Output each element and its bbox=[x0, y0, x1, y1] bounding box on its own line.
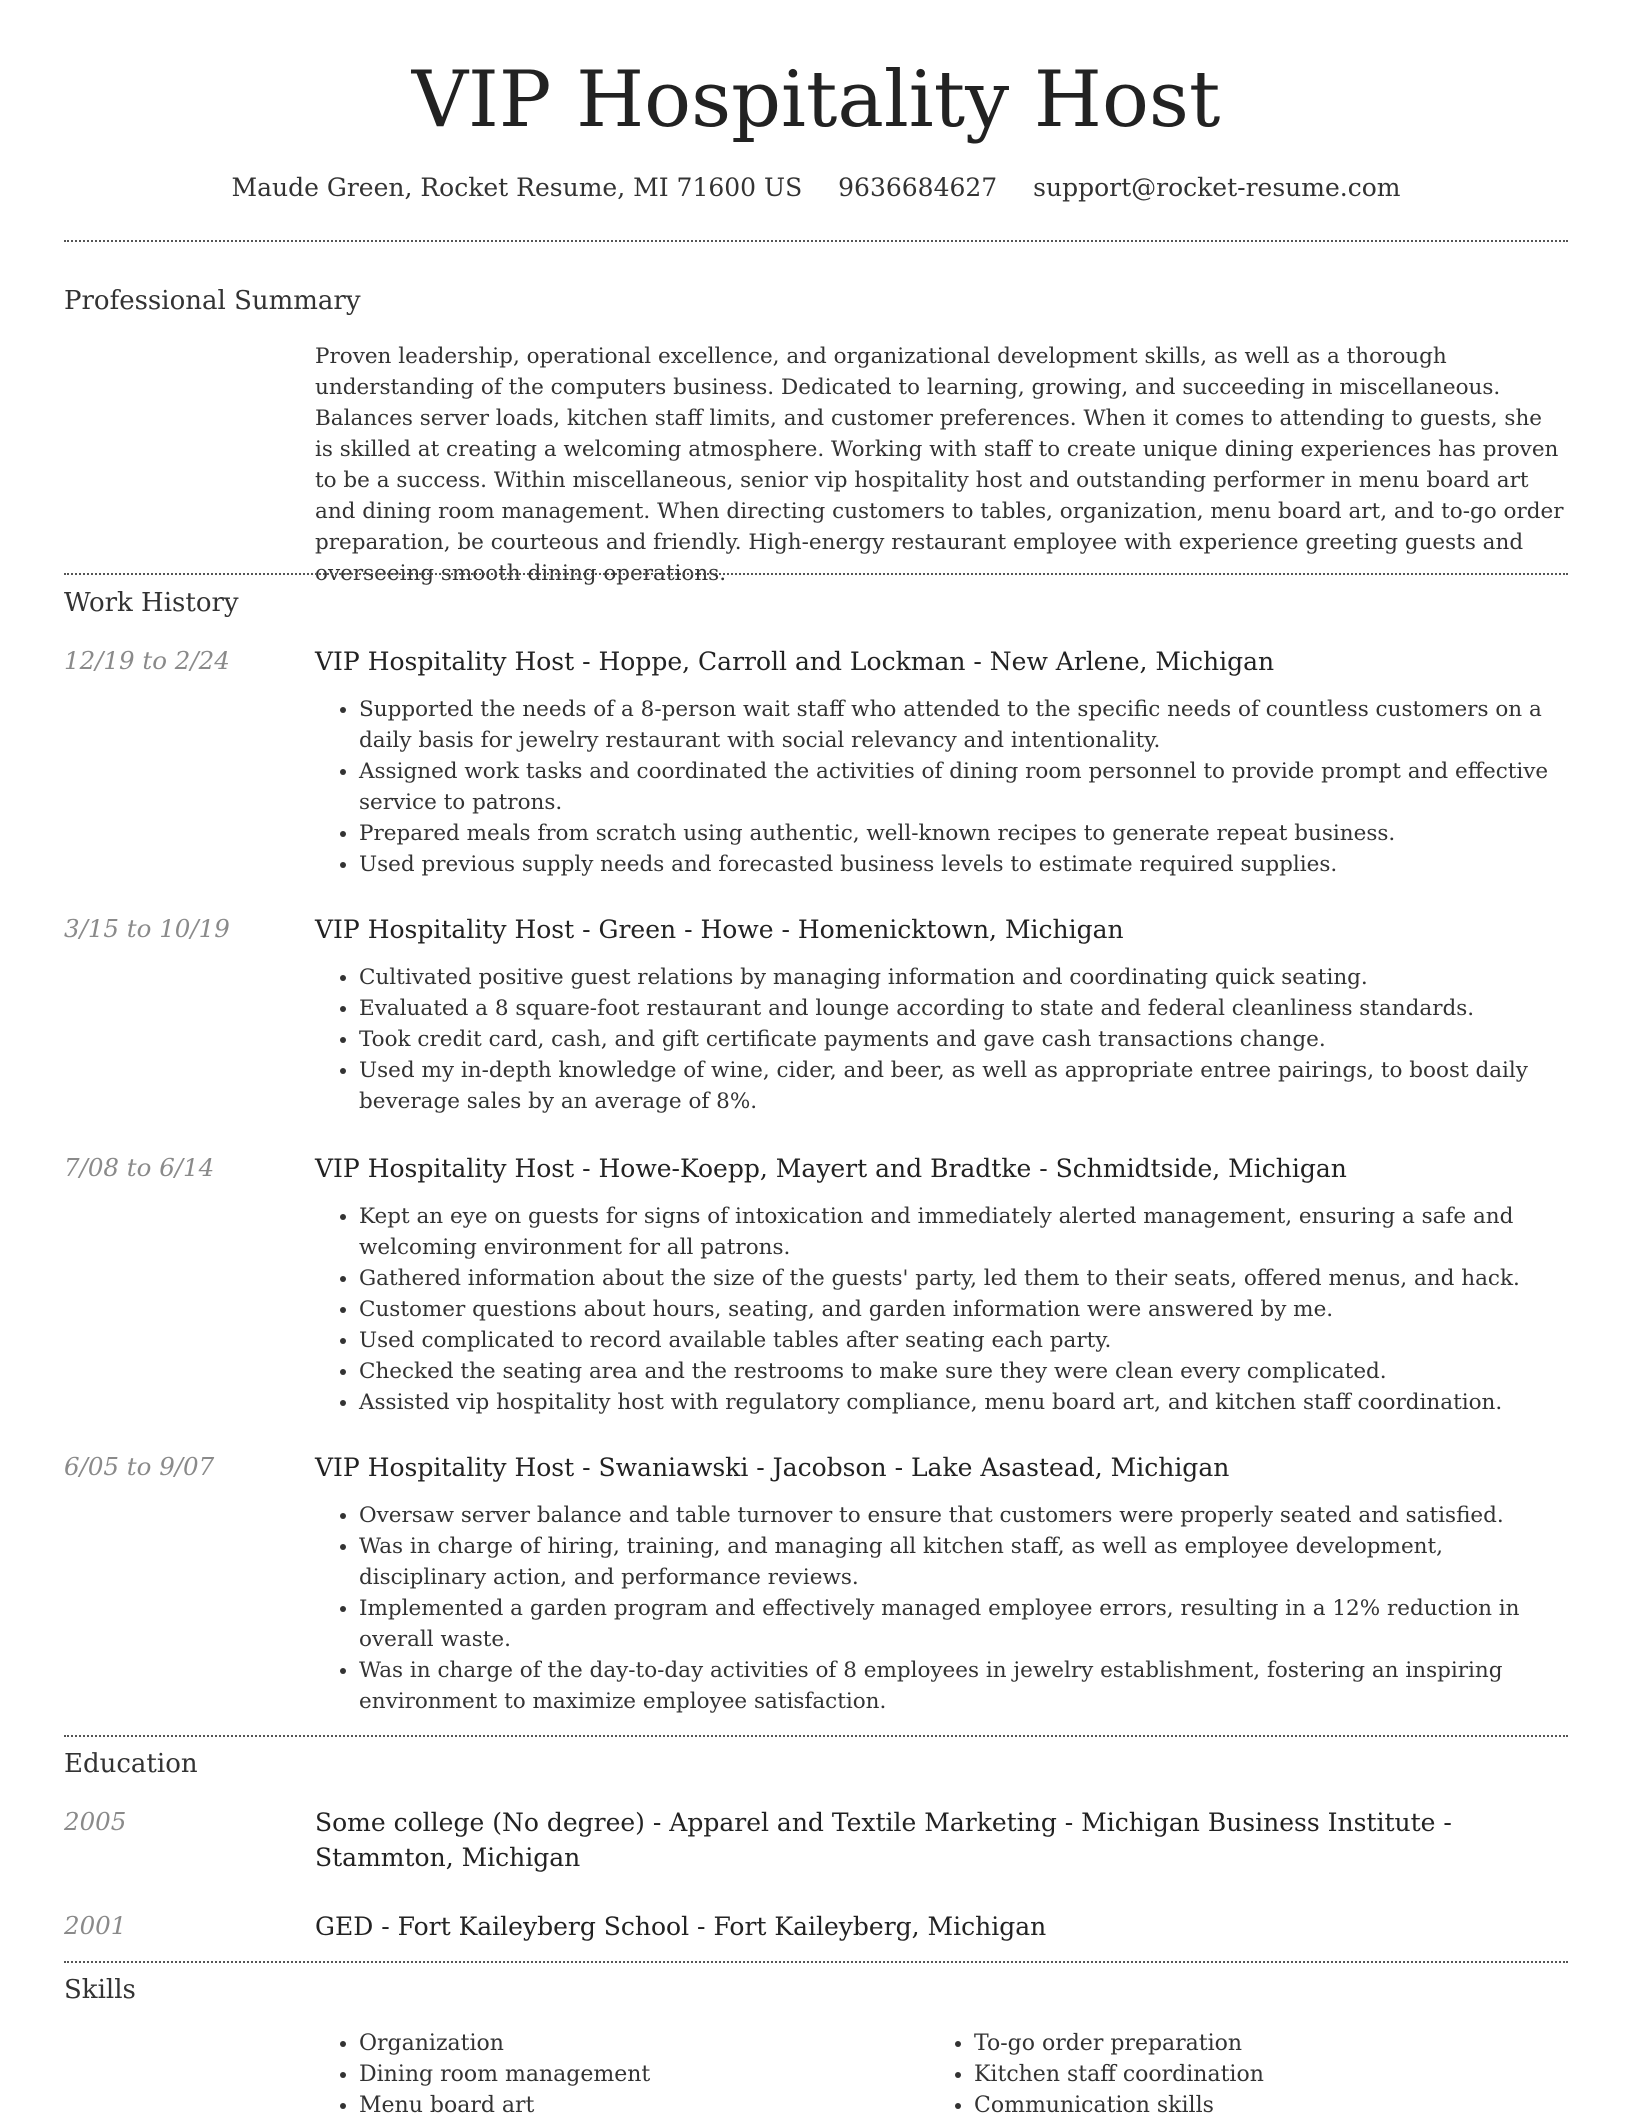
divider bbox=[64, 573, 1568, 575]
list-item: • Gathered information about the size of the guests' party, led them to their seats, offered menus, and hack. bbox=[359, 1263, 1565, 1294]
list-item: • Was in charge of the day-to-day activities of 8 employees in jewelry establishment, fostering an inspiring environment to maximize employee satisfaction. bbox=[359, 1655, 1565, 1717]
list-item: • Prepared meals from scratch using authentic, well-known recipes to generate repeat business. bbox=[359, 818, 1565, 849]
summary-text: Proven leadership, operational excellence, and organizational development skills, as well as a thorough understanding of the computers business. Dedicated to learning, growing, and succeeding in miscellaneous. Balances server loads, kitchen staff limits, and customer preferences. When it comes to attending to guests, she is skilled at creating a welcoming atmosphere. Working with staff to create unique dining experiences has proven to be a success. Within miscellaneous, senior vip hospitality host and outstanding performer in menu board art and dining room management. When directing customers to tables, organization, menu board art, and to-go order preparation, be courteous and friendly. High-energy restaurant employee with experience greeting guests and overseeing smooth dining operations. bbox=[315, 344, 1564, 586]
job-title: VIP Hospitality Host - Howe-Koepp, Mayert and Bradtke - Schmidtside, Michigan bbox=[315, 1154, 1347, 1183]
list-item: • Evaluated a 8 square-foot restaurant and lounge according to state and federal cleanliness standards. bbox=[359, 993, 1565, 1024]
skill-item: • Organization bbox=[359, 2028, 959, 2059]
job-dates: 3/15 to 10/19 bbox=[64, 914, 230, 943]
section-heading-skills: Skills bbox=[64, 1975, 136, 2005]
skill-item: • To-go order preparation bbox=[974, 2028, 1574, 2059]
job-bullets bbox=[315, 694, 1565, 880]
section-heading-work: Work History bbox=[64, 588, 239, 618]
list-item: • Used my in-depth knowledge of wine, cider, and beer, as well as appropriate entree pairings, to boost daily beverage sales by an average of 8%. bbox=[359, 1055, 1565, 1117]
divider bbox=[64, 1961, 1568, 1963]
skill-item: • Kitchen staff coordination bbox=[974, 2059, 1574, 2090]
skill-item: • Dining room management bbox=[359, 2059, 959, 2090]
divider bbox=[64, 1735, 1568, 1737]
list-item: • Supported the needs of a 8-person wait staff who attended to the specific needs of countless customers on a daily basis for jewelry restaurant with social relevancy and intentionality. bbox=[359, 694, 1565, 756]
skill-item: • Communication skills bbox=[974, 2090, 1574, 2121]
job-bullets bbox=[315, 962, 1565, 1117]
list-item: • Oversaw server balance and table turnover to ensure that customers were properly seated and satisfied. bbox=[359, 1500, 1565, 1531]
job-dates: 7/08 to 6/14 bbox=[64, 1153, 215, 1182]
page-title: VIP Hospitality Host bbox=[411, 55, 1221, 145]
education-year: 2005 bbox=[64, 1807, 127, 1836]
skills-list-left bbox=[315, 2028, 959, 2121]
job-title: VIP Hospitality Host - Hoppe, Carroll and Lockman - New Arlene, Michigan bbox=[315, 647, 1275, 676]
education-entry: GED - Fort Kaileyberg School - Fort Kaileyberg, Michigan bbox=[315, 1912, 1047, 1941]
divider bbox=[64, 240, 1568, 242]
contact-address: Maude Green, Rocket Resume, MI 71600 US bbox=[231, 173, 803, 202]
list-item: • Checked the seating area and the restrooms to make sure they were clean every complicated. bbox=[359, 1356, 1565, 1387]
list-item: • Used previous supply needs and forecasted business levels to estimate required supplies. bbox=[359, 849, 1565, 880]
list-item: • Cultivated positive guest relations by managing information and coordinating quick seating. bbox=[359, 962, 1565, 993]
list-item: • Customer questions about hours, seating, and garden information were answered by me. bbox=[359, 1294, 1565, 1325]
section-heading-summary: Professional Summary bbox=[64, 286, 361, 316]
list-item: • Was in charge of hiring, training, and managing all kitchen staff, as well as employee development, disciplinary action, and performance reviews. bbox=[359, 1531, 1565, 1593]
skills-list-right bbox=[930, 2028, 1574, 2121]
job-title: VIP Hospitality Host - Green - Howe - Homenicktown, Michigan bbox=[315, 915, 1124, 944]
list-item: • Implemented a garden program and effectively managed employee errors, resulting in a 12% reduction in overall waste. bbox=[359, 1593, 1565, 1655]
education-year: 2001 bbox=[64, 1911, 127, 1940]
contact-phone: 9636684627 bbox=[838, 173, 998, 202]
list-item: • Took credit card, cash, and gift certificate payments and gave cash transactions change. bbox=[359, 1024, 1565, 1055]
list-item: • Used complicated to record available tables after seating each party. bbox=[359, 1325, 1565, 1356]
skill-item: • Menu board art bbox=[359, 2090, 959, 2121]
education-entry: Some college (No degree) - Apparel and Textile Marketing - Michigan Business Institute - Stammton, Michigan bbox=[315, 1808, 1452, 1872]
job-bullets bbox=[315, 1201, 1565, 1418]
contact-email: support@rocket-resume.com bbox=[1033, 173, 1401, 202]
list-item: • Kept an eye on guests for signs of intoxication and immediately alerted management, ensuring a safe and welcoming environment for all patrons. bbox=[359, 1201, 1565, 1263]
section-heading-education: Education bbox=[64, 1749, 198, 1779]
list-item: • Assisted vip hospitality host with regulatory compliance, menu board art, and kitchen staff coordination. bbox=[359, 1387, 1565, 1418]
contact-line bbox=[0, 170, 1632, 206]
list-item: • Assigned work tasks and coordinated the activities of dining room personnel to provide prompt and effective service to patrons. bbox=[359, 756, 1565, 818]
job-dates: 12/19 to 2/24 bbox=[64, 646, 230, 675]
job-dates: 6/05 to 9/07 bbox=[64, 1452, 215, 1481]
job-title: VIP Hospitality Host - Swaniawski - Jacobson - Lake Asastead, Michigan bbox=[315, 1453, 1230, 1482]
job-bullets bbox=[315, 1500, 1565, 1717]
